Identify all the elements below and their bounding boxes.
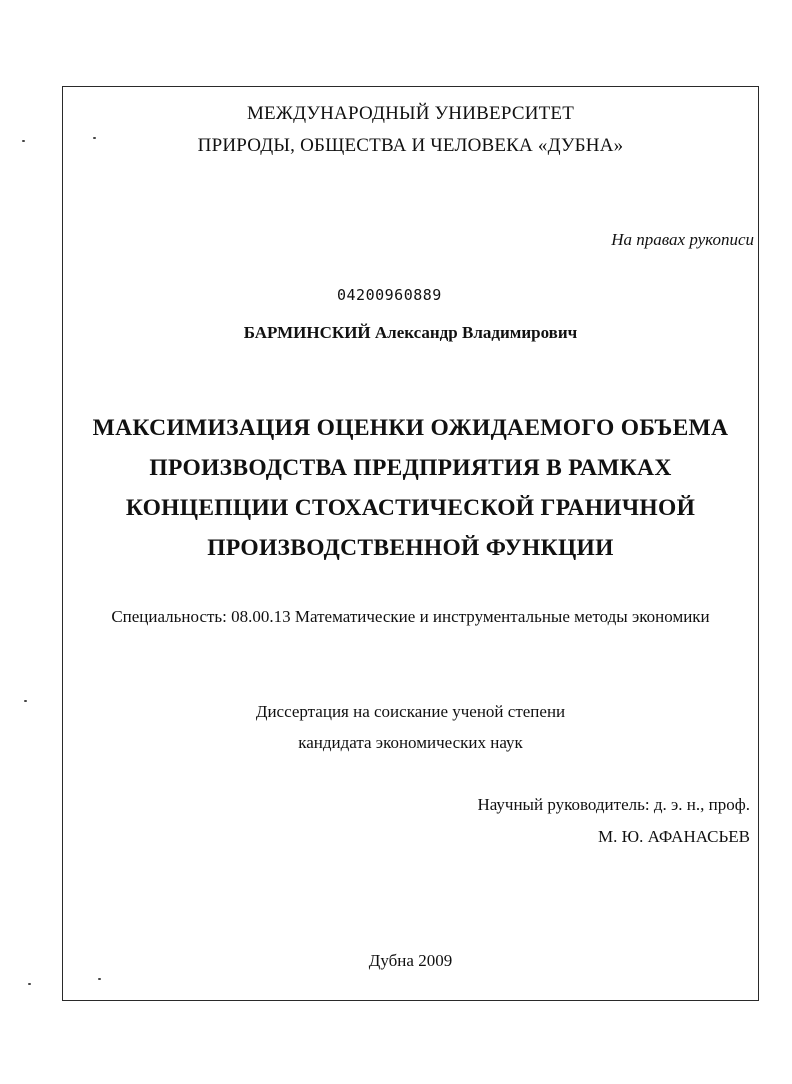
university-name-line2: ПРИРОДЫ, ОБЩЕСТВА И ЧЕЛОВЕКА «ДУБНА» <box>197 135 624 156</box>
scan-speck <box>22 140 25 142</box>
advisor-role: Научный руководитель: д. э. н., проф. <box>477 795 750 814</box>
author-name <box>62 323 759 343</box>
scan-speck <box>24 700 27 702</box>
specialty: Специальность: 08.00.13 Математические и инструментальные методы экономики <box>111 607 710 626</box>
manuscript-rights-note: На правах рукописи <box>611 230 754 249</box>
title-line-2: ПРОИЗВОДСТВА ПРЕДПРИЯТИЯ В РАМКАХ <box>149 455 672 481</box>
advisor-name: М. Ю. АФАНАСЬЕВ <box>598 827 750 846</box>
thesis-degree-line2: кандидата экономических наук <box>298 733 523 752</box>
document-id: 04200960889 <box>337 286 442 304</box>
thesis-degree-line1: Диссертация на соискание ученой степени <box>255 702 566 721</box>
author-given-names: Александр Владимирович <box>374 323 578 342</box>
scan-speck <box>28 983 31 985</box>
title-line-3: КОНЦЕПЦИИ СТОХАСТИЧЕСКОЙ ГРАНИЧНОЙ <box>125 495 696 521</box>
title-line-4: ПРОИЗВОДСТВЕННОЙ ФУНКЦИИ <box>207 535 614 561</box>
university-name-line1: МЕЖДУНАРОДНЫЙ УНИВЕРСИТЕТ <box>246 103 575 124</box>
city-year: Дубна 2009 <box>368 951 453 970</box>
title-line-1: МАКСИМИЗАЦИЯ ОЦЕНКИ ОЖИДАЕМОГО ОБЪЕМА <box>92 415 729 441</box>
author-surname: БАРМИНСКИЙ <box>243 323 371 342</box>
scan-speck <box>98 978 101 980</box>
